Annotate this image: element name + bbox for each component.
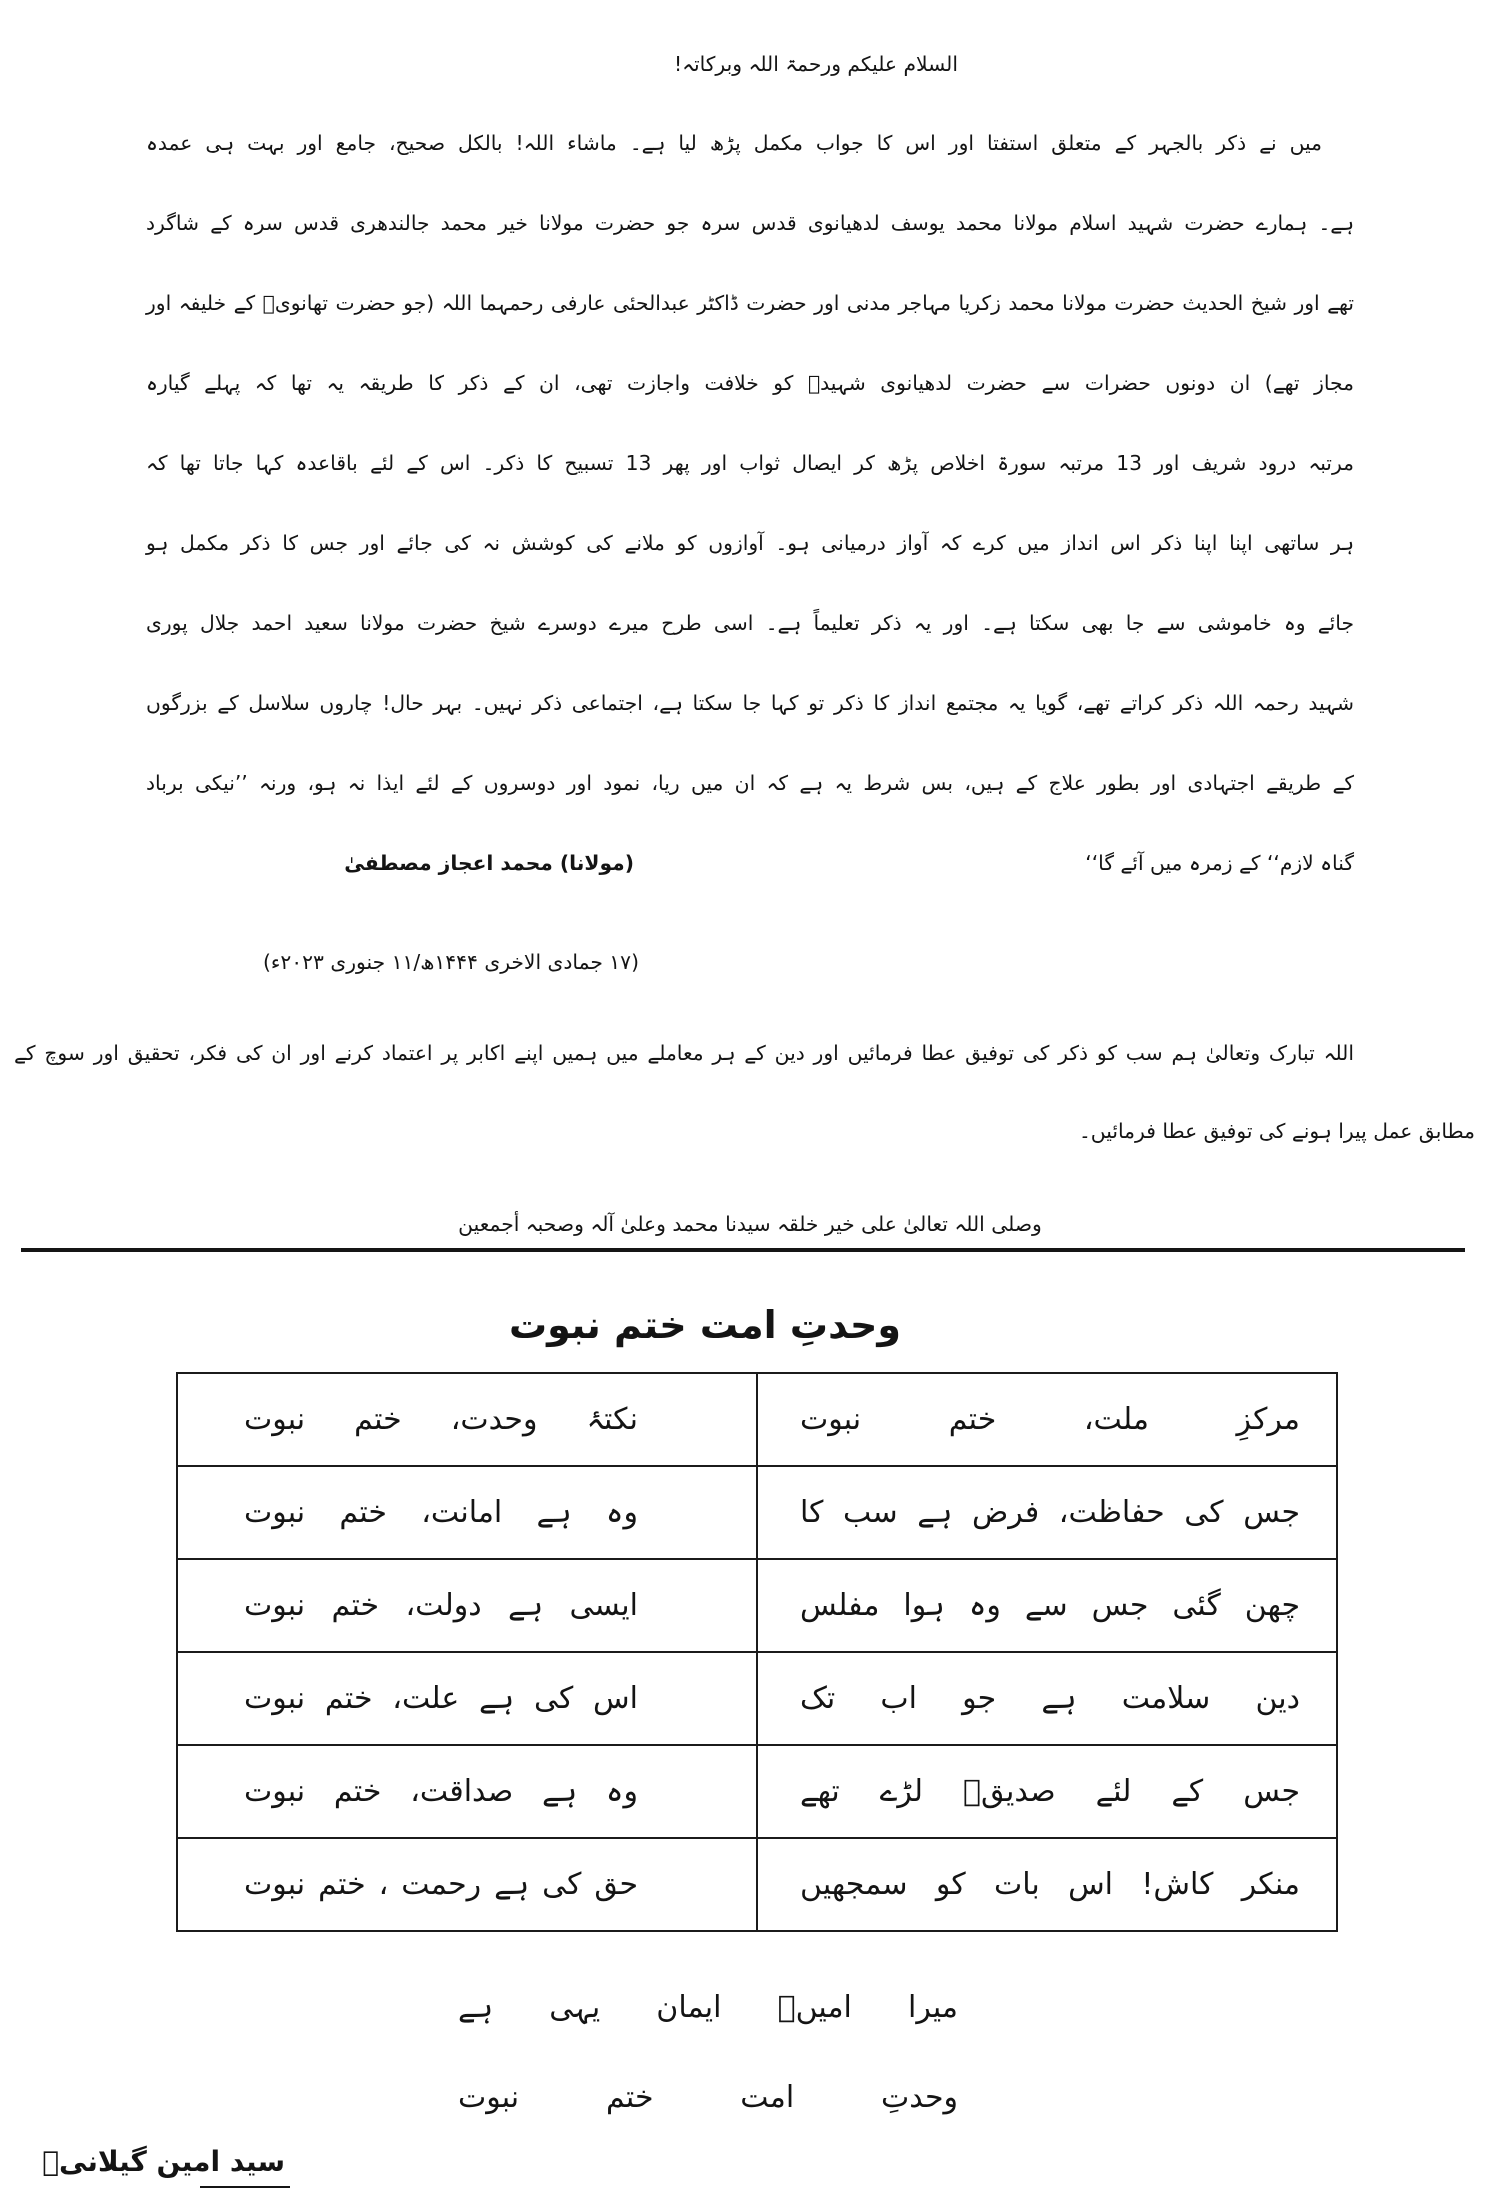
signature-underline xyxy=(200,2186,290,2188)
poem-cell-first-misra xyxy=(757,1745,1337,1838)
poem-cell-first-misra xyxy=(757,1373,1337,1466)
dua-line: اللہ تبارک وتعالیٰ ہم سب کو ذکر کی توفیق عطا فرمائیں اور دین کے ہر معاملے میں ہمیں اپنے اکابر پر اعتماد کرنے اور ان کی فکر، تحقیق اور سوچ کے xyxy=(14,1041,1354,1065)
letter-line: شہید رحمہ اللہ ذکر کراتے تھے، گویا یہ مجتمع انداز کا ذکر تو کہا جا سکتا ہے، اجتماعی ذکر نہیں۔ بہر حال! چاروں سلاسل کے بزرگوں xyxy=(146,691,1354,715)
poem-row xyxy=(177,1466,1337,1559)
second-misra-text: وہ ہے صداقت، ختم نبوت xyxy=(244,1773,638,1809)
first-misra-text: مرکزِ ملت، ختم نبوت xyxy=(800,1401,1300,1437)
second-misra-text: وہ ہے امانت، ختم نبوت xyxy=(244,1494,638,1530)
second-misra-text: حق کی ہے رحمت ، ختم نبوت xyxy=(244,1866,638,1902)
poem-cell-first-misra xyxy=(757,1466,1337,1559)
letter-line: کے طریقے اجتہادی اور بطور علاج کے ہیں، بس شرط یہ ہے کہ ان میں ریا، نمود اور دوسروں کے لئے ایذا نہ ہو، ورنہ ’’نیکی برباد xyxy=(146,771,1354,795)
first-misra-text: جس کے لئے صدیقؓ لڑے تھے xyxy=(800,1773,1300,1809)
letter-last-line: گناہ لازم‘‘ کے زمرہ میں آئے گا‘‘ xyxy=(1085,851,1354,875)
letter-line: ہے۔ ہمارے حضرت شہید اسلام مولانا محمد یوسف لدھیانوی قدس سرہ جو حضرت مولانا خیر محمد جالندھری قدس سرہ کے شاگرد xyxy=(146,211,1354,235)
final-verse-line: میرا امیںؔ ایمان یہی ہے xyxy=(458,1990,958,2025)
poem-row xyxy=(177,1373,1337,1466)
first-misra-text: چھن گئی جس سے وہ ہوا مفلس xyxy=(800,1587,1300,1623)
closing-line: وصلی اللہ تعالیٰ علی خیر خلقہ سیدنا محمد وعلیٰ آلہ وصحبہ أجمعین xyxy=(458,1212,1042,1236)
letter-line: مرتبہ درود شریف اور 13 مرتبہ سورۃ اخلاص پڑھ کر ایصال ثواب اور پھر 13 تسبیح کا ذکر۔ اس کے لئے باقاعدہ کہا جاتا تھا کہ xyxy=(146,451,1354,475)
poem-row xyxy=(177,1652,1337,1745)
final-verse-line: وحدتِ امت ختم نبوت xyxy=(458,2080,958,2115)
first-misra-text: جس کی حفاظت، فرض ہے سب کا xyxy=(800,1494,1300,1530)
poem-cell-second-misra xyxy=(177,1466,757,1559)
poem-cell-first-misra xyxy=(757,1652,1337,1745)
poet-signature: سید امین گیلانیؒ xyxy=(42,2145,285,2178)
poem-title: وحدتِ امت ختم نبوت xyxy=(508,1303,902,1347)
poem-cell-second-misra xyxy=(177,1838,757,1931)
letter-line: تھے اور شیخ الحدیث حضرت مولانا محمد زکریا مہاجر مدنی اور حضرت ڈاکٹر عبدالحئی عارفی رحمہما اللہ (جو حضرت تھانویؒ کے خلیفہ اور xyxy=(146,291,1354,315)
letter-date: (۱۷ جمادی الاخری ۱۴۴۴ھ/۱۱ جنوری ۲۰۲۳ء) xyxy=(262,950,639,974)
poem-cell-second-misra xyxy=(177,1373,757,1466)
letter-line: میں نے ذکر بالجہر کے متعلق استفتا اور اس کا جواب مکمل پڑھ لیا ہے۔ ماشاء اللہ! بالکل صحیح، جامع اور بہت ہی عمدہ xyxy=(146,131,1322,155)
poem-cell-second-misra xyxy=(177,1559,757,1652)
poem-row xyxy=(177,1745,1337,1838)
dua-line: مطابق عمل پیرا ہونے کی توفیق عطا فرمائیں۔ xyxy=(1078,1119,1475,1143)
first-misra-text: منکر کاش! اس بات کو سمجھیں xyxy=(800,1866,1300,1902)
poem-row xyxy=(177,1559,1337,1652)
second-misra-text: اس کی ہے علت، ختم نبوت xyxy=(244,1680,638,1716)
section-divider xyxy=(21,1248,1465,1252)
second-misra-text: ایسی ہے دولت، ختم نبوت xyxy=(244,1587,638,1623)
poem-cell-second-misra xyxy=(177,1652,757,1745)
first-misra-text: دین سلامت ہے جو اب تک xyxy=(800,1680,1300,1716)
poem-cell-first-misra xyxy=(757,1838,1337,1931)
salutation: السلام علیکم ورحمۃ اللہ وبرکاتہ! xyxy=(673,52,958,76)
poem-row xyxy=(177,1838,1337,1931)
poem-cell-first-misra xyxy=(757,1559,1337,1652)
poem-cell-second-misra xyxy=(177,1745,757,1838)
letter-line: جائے وہ خاموشی سے جا بھی سکتا ہے۔ اور یہ ذکر تعلیماً ہے۔ اسی طرح میرے دوسرے شیخ حضرت مولانا سعید احمد جلال پوری xyxy=(146,611,1354,635)
letter-author: (مولانا) محمد اعجاز مصطفیٰ xyxy=(344,851,634,875)
poem-table xyxy=(176,1372,1338,1932)
second-misra-text: نکتۂ وحدت، ختم نبوت xyxy=(244,1401,638,1437)
letter-line: ہر ساتھی اپنا اپنا ذکر اس انداز میں کرے کہ آواز درمیانی ہو۔ آوازوں کو ملانے کی کوشش نہ کی جائے اور جس کا ذکر مکمل ہو xyxy=(146,531,1354,555)
letter-line: مجاز تھے) ان دونوں حضرات سے حضرت لدھیانوی شہیدؒ کو خلافت واجازت تھی، ان کے ذکر کا طریقہ یہ تھا کہ پہلے گیارہ xyxy=(146,371,1354,395)
